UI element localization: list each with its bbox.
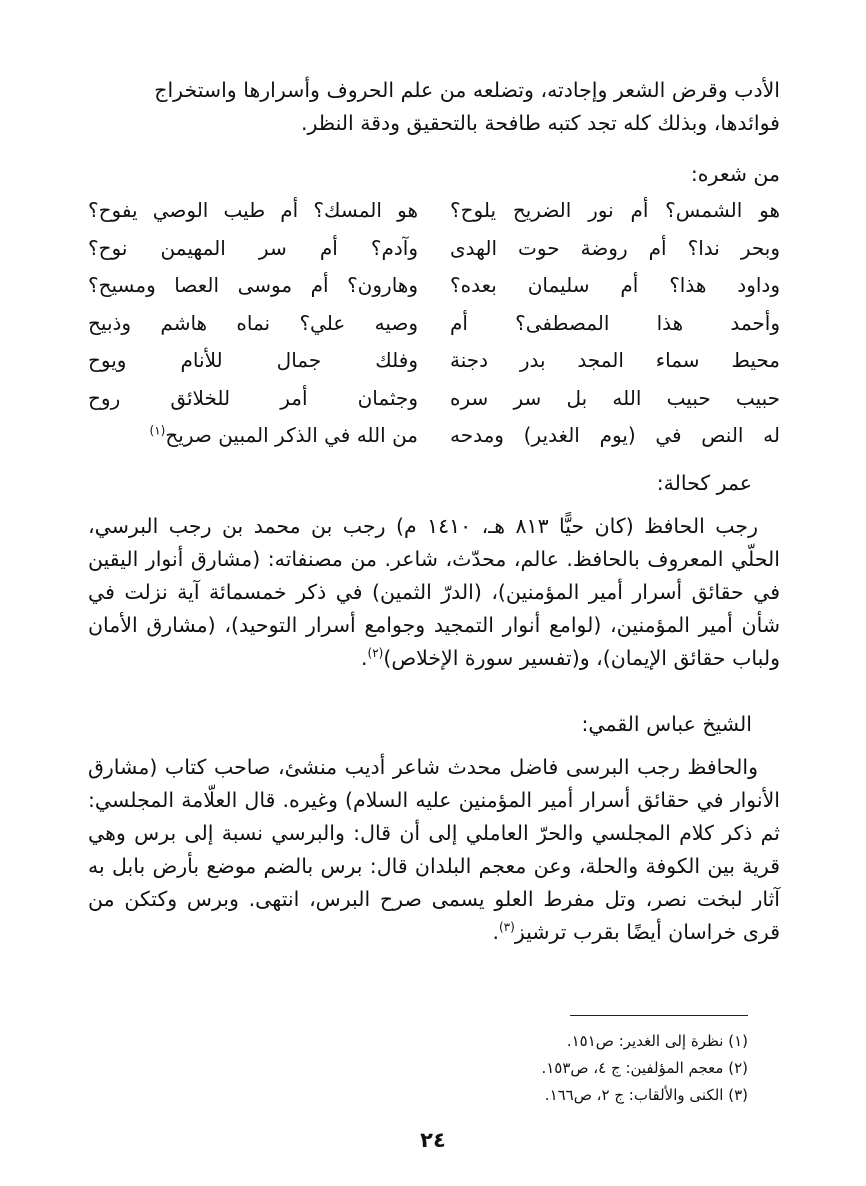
- intro-line-2: فوائدها، وبذلك كله تجد كتبه طافحة بالتحقيق ودقة النظر.: [300, 111, 780, 135]
- poem-verse-right: حبيب حبيب الله بل سر سره: [450, 385, 780, 410]
- footnote-1: (١) نظرة إلى الغدير: ص١٥١.: [566, 1032, 748, 1050]
- poem-verse-left: وفلك جمال للأنام ويوح: [88, 348, 418, 372]
- poem-verse-left-text: من الله في الذكر المبين صريح: [165, 423, 418, 447]
- poem-verse-right: وداود هذا؟ أم سليمان بعده؟: [450, 273, 780, 297]
- poem-verse-right: وبحر ندا؟ أم روضة حوت الهدى: [450, 235, 780, 260]
- footnote-separator: [570, 1015, 748, 1016]
- intro-line-1: الأدب وقرض الشعر وإجادته، وتضلعه من علم الحروف وأسرارها واستخراج: [154, 78, 780, 102]
- poem-left-column: [88, 192, 418, 455]
- poem-verse-left: وهارون؟ أم موسى العصا ومسيح؟: [88, 273, 418, 297]
- poem-verse-right: هو الشمس؟ أم نور الضريح يلوح؟: [450, 198, 780, 222]
- page-number: ٢٤: [420, 1128, 446, 1152]
- footnote-marker-2: (٢): [367, 646, 384, 661]
- footnote-marker-1: (١): [149, 423, 166, 438]
- poem-verse-right: وأحمد هذا المصطفى؟ أم: [450, 310, 780, 335]
- poem-verse-right: محيط سماء المجد بدر دجنة: [450, 348, 780, 372]
- footnote-marker-3: (٣): [498, 920, 515, 935]
- kahala-heading: عمر كحالة:: [656, 471, 752, 495]
- qummi-end: .: [492, 920, 499, 944]
- footnote-2: (٢) معجم المؤلفين: ج ٤، ص١٥٣.: [541, 1059, 748, 1077]
- poem-verse-left: هو المسك؟ أم طيب الوصي يفوح؟: [88, 198, 418, 222]
- intro-paragraph: [88, 74, 780, 140]
- footnote-3: (٣) الكنى والألقاب: ج ٢، ص١٦٦.: [544, 1086, 748, 1104]
- poem-verse-left: وصيه علي؟ نماه هاشم وذبيح: [88, 310, 418, 335]
- qummi-text: والحافظ رجب البرسى فاضل محدث شاعر أديب منشئ، صاحب كتاب (مشارق الأنوار في حقائق أسرار أمير المؤمنين عليه السلام) وغيره. قال العلّامة المجلسي: ثم ذكر كلام المجلسي والحرّ العاملي إلى أن قال: والبرسي نسبة إلى برس وهي قرية بين الكوفة والحلة، وعن معجم البلدان قال: برس بالضم موضع بأرض بابل به آثار لبخت نصر، وتل مفرط العلو يسمى صرح البرس، انتهى. وبرس وكتكن من قرى خراسان أيضًا بقرب ترشيز: [88, 755, 780, 944]
- poem-verse-right: له النص في (يوم الغدير) ومدحه: [450, 423, 780, 447]
- qummi-paragraph: [88, 751, 780, 949]
- kahala-paragraph: [88, 510, 780, 675]
- poem-verse-left: [88, 417, 418, 455]
- kahala-text: رجب الحافظ (كان حيًّا ٨١٣ هـ، ١٤١٠ م) رجب بن محمد بن رجب البرسي، الحلّي المعروف بالحافظ. عالم، محدّث، شاعر. من مصنفاته: (مشارق أنوار اليقين في حقائق أسرار أمير المؤمنين)، (الدرّ الثمين) في ذكر خمسمائة آية نزلت في شأن أمير المؤمنين، (لوامع أنوار التمجيد وجوامع أسرار التوحيد)، (مشارق الأمان ولباب حقائق الإيمان)، و(تفسير سورة الإخلاص): [88, 514, 780, 670]
- poem-verse-left: وجثمان أمر للخلائق روح: [88, 385, 418, 410]
- poem-right-column: [450, 192, 780, 455]
- poem-heading: من شعره:: [690, 162, 780, 186]
- kahala-end: .: [360, 646, 368, 670]
- qummi-heading: الشيخ عباس القمي:: [581, 712, 752, 736]
- poem-verse-left: وآدم؟ أم سر المهيمن نوح؟: [88, 235, 418, 260]
